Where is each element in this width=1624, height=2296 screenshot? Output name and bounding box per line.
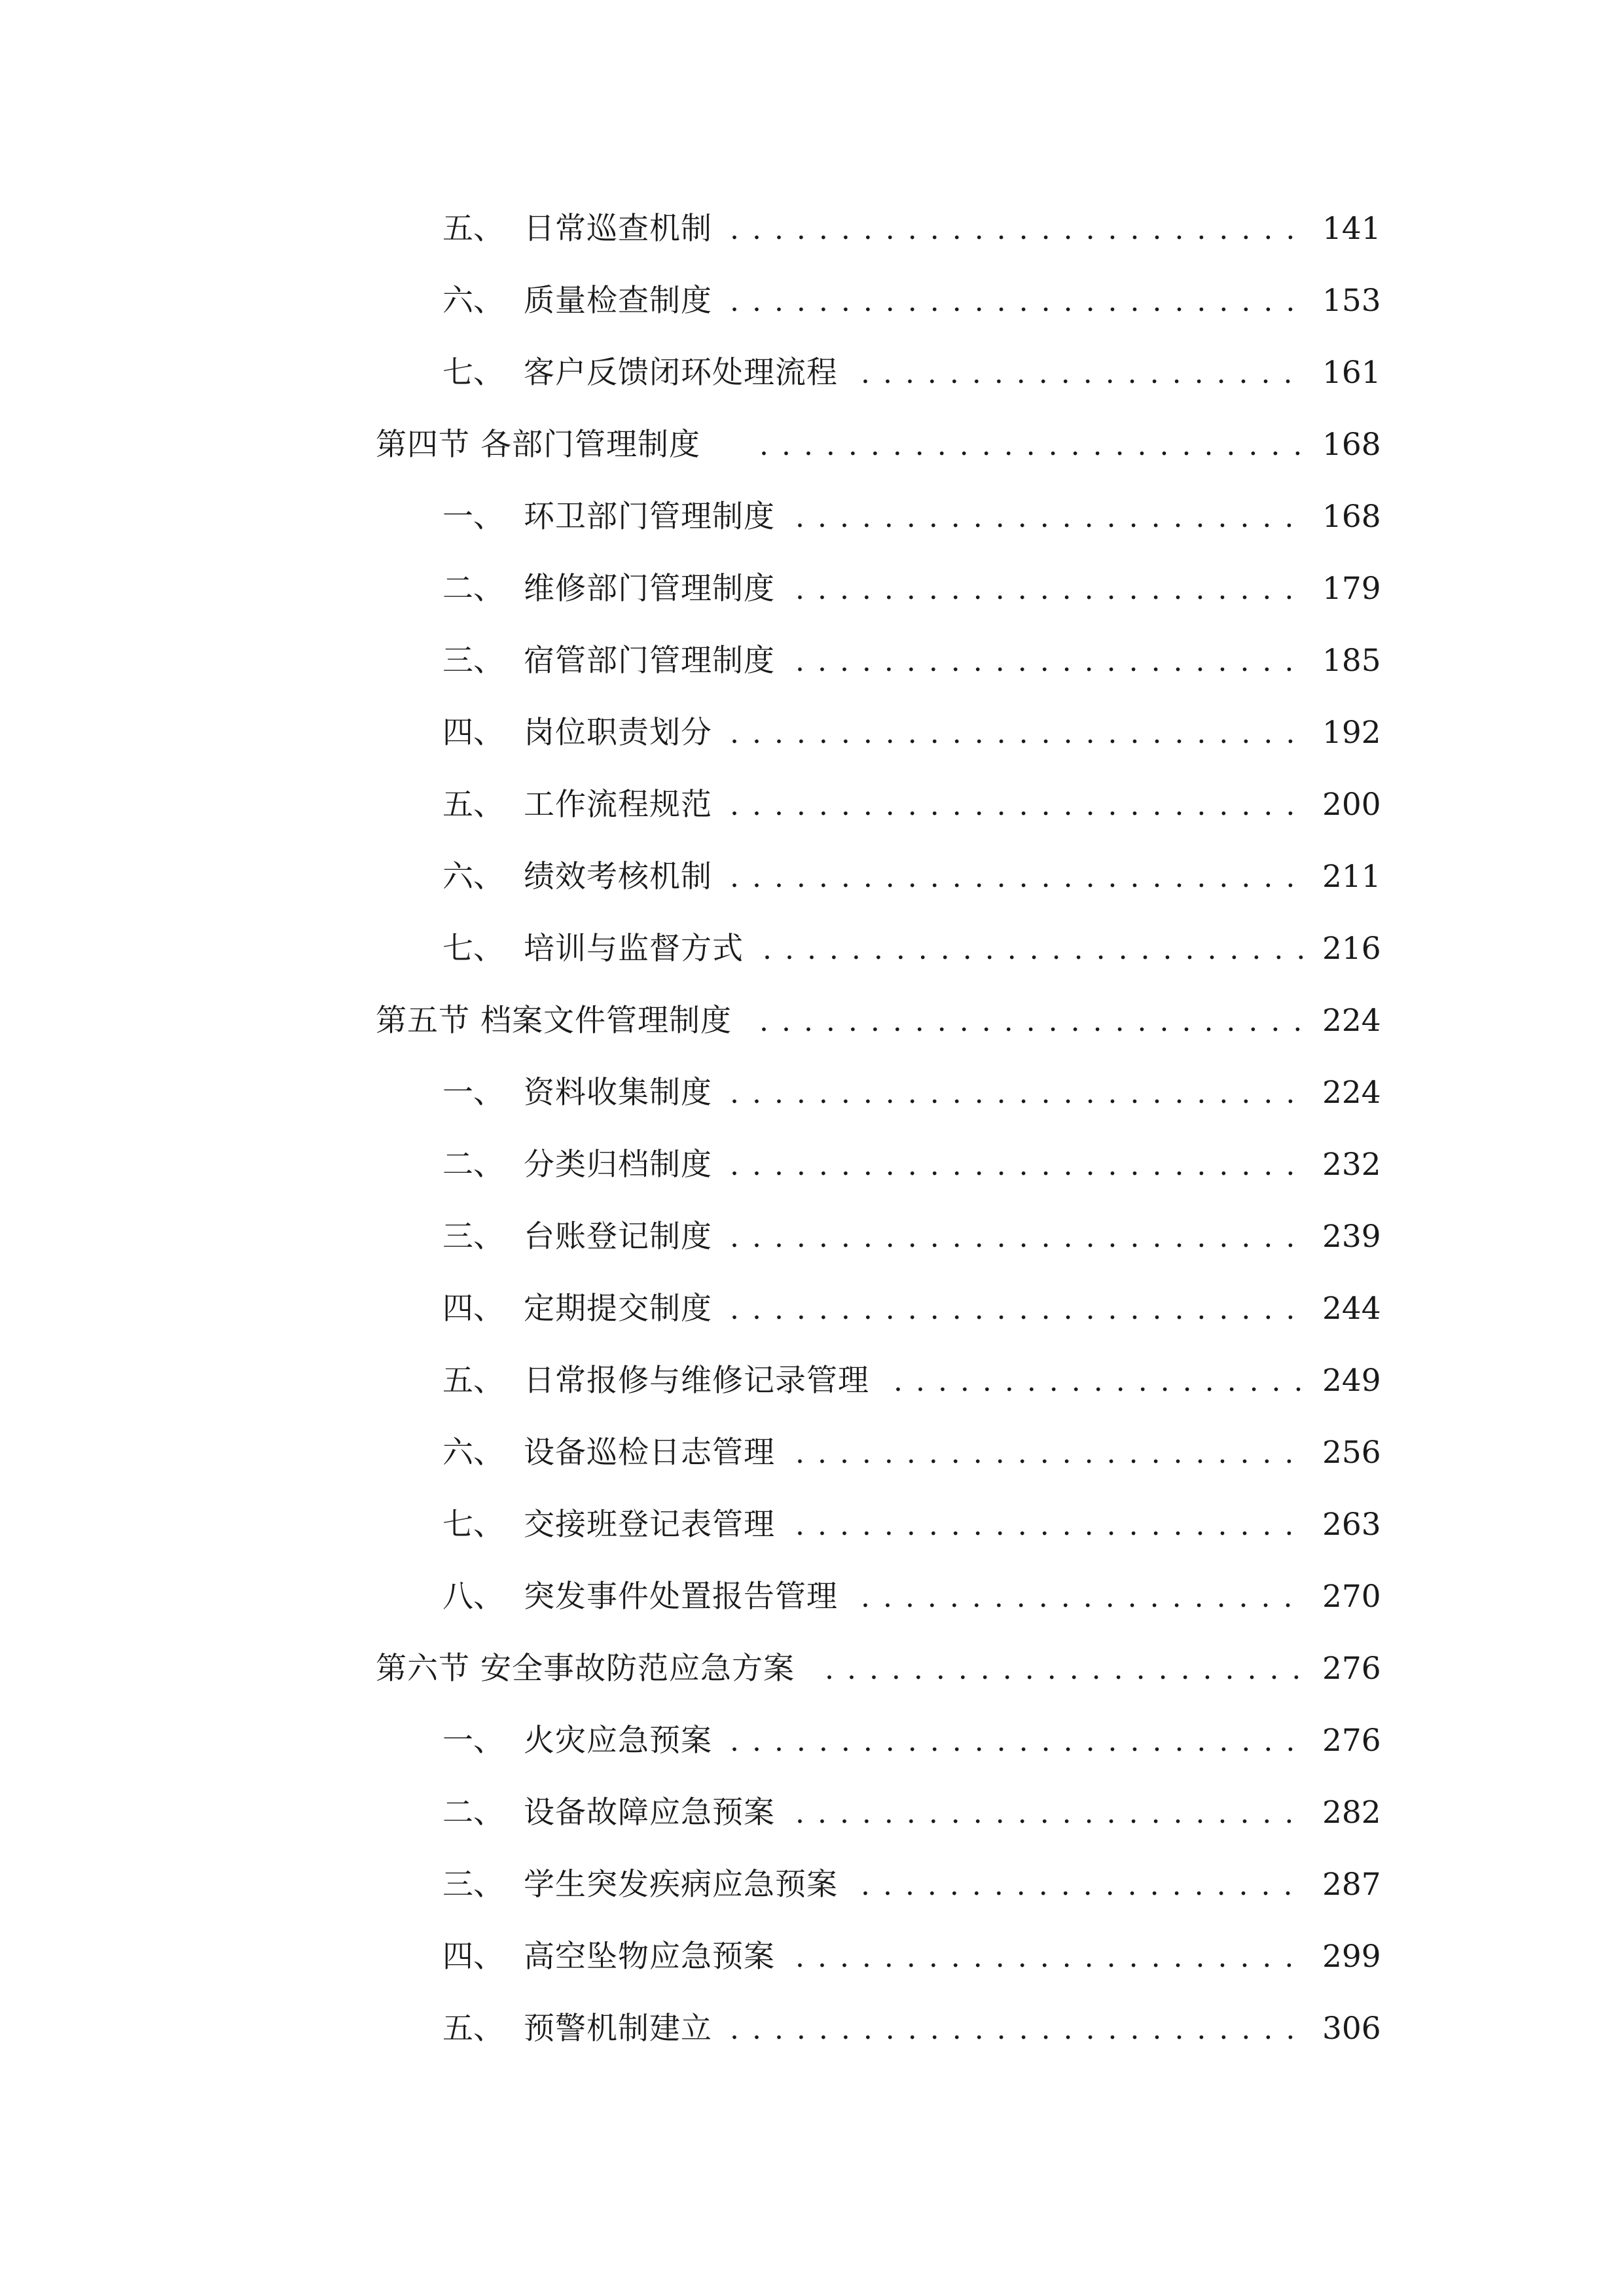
- toc-entry-number: 七、: [442, 355, 504, 391]
- dot-leader: [763, 923, 1303, 975]
- toc-section-entry[interactable]: [0, 419, 1624, 471]
- toc-entry[interactable]: [0, 1499, 1624, 1551]
- toc-entry-page: 270: [1322, 1579, 1381, 1615]
- dot-leader: [730, 1211, 1303, 1263]
- toc-entry-number: 五、: [442, 1363, 504, 1399]
- toc-entry-number: 三、: [442, 1219, 504, 1255]
- toc-section-title: 第四节 各部门管理制度: [376, 427, 700, 463]
- toc-entry-page: 216: [1322, 931, 1381, 967]
- toc-entry[interactable]: [0, 779, 1624, 831]
- dot-leader: [795, 1787, 1303, 1839]
- toc-entry-number: 四、: [442, 715, 504, 751]
- toc-entry-number: 七、: [442, 1507, 504, 1543]
- dot-leader: [795, 1931, 1303, 1983]
- toc-entry-number: 八、: [442, 1579, 504, 1615]
- toc-section-entry[interactable]: [0, 1643, 1624, 1695]
- dot-leader: [861, 347, 1303, 399]
- dot-leader: [730, 203, 1303, 255]
- toc-entry-page: 282: [1322, 1795, 1381, 1831]
- toc-entry-page: 168: [1322, 427, 1381, 463]
- toc-entry[interactable]: [0, 1931, 1624, 1983]
- toc-entry-number: 四、: [442, 1291, 504, 1327]
- toc-entry[interactable]: [0, 563, 1624, 615]
- toc-entry-page: 232: [1322, 1147, 1381, 1183]
- toc-entry-page: 249: [1322, 1363, 1381, 1399]
- toc-entry-page: 200: [1322, 787, 1381, 823]
- toc-entry-title: 日常巡查机制: [524, 211, 712, 247]
- toc-entry[interactable]: [0, 2003, 1624, 2055]
- toc-entry-number: 六、: [442, 283, 504, 319]
- toc-entry-page: 192: [1322, 715, 1381, 751]
- toc-entry-title: 岗位职责划分: [524, 715, 712, 751]
- toc-entry-number: 二、: [442, 571, 504, 607]
- toc-entry-title: 环卫部门管理制度: [524, 499, 775, 535]
- toc-entry-title: 设备故障应急预案: [524, 1795, 775, 1831]
- toc-entry[interactable]: [0, 203, 1624, 255]
- toc-entry-title: 火灾应急预案: [524, 1723, 712, 1759]
- dot-leader: [730, 2003, 1303, 2055]
- toc-entry-page: 153: [1322, 283, 1381, 319]
- toc-entry-number: 二、: [442, 1147, 504, 1183]
- toc-entry-page: 299: [1322, 1939, 1381, 1975]
- toc-entry-title: 绩效考核机制: [524, 859, 712, 895]
- toc-entry-number: 三、: [442, 1867, 504, 1903]
- toc-section-title: 第五节 档案文件管理制度: [376, 1003, 732, 1039]
- toc-entry-number: 六、: [442, 859, 504, 895]
- dot-leader: [730, 851, 1303, 903]
- toc-entry-number: 五、: [442, 787, 504, 823]
- dot-leader: [730, 275, 1303, 327]
- toc-entry-page: 185: [1322, 643, 1381, 679]
- toc-entry-title: 分类归档制度: [524, 1147, 712, 1183]
- dot-leader: [795, 635, 1303, 687]
- toc-entry-title: 客户反馈闭环处理流程: [524, 355, 838, 391]
- toc-entry-page: 141: [1322, 211, 1381, 247]
- toc-entry-page: 263: [1322, 1507, 1381, 1543]
- toc-entry[interactable]: [0, 707, 1624, 759]
- toc-entry-title: 维修部门管理制度: [524, 571, 775, 607]
- dot-leader: [795, 1499, 1303, 1551]
- toc-entry-title: 定期提交制度: [524, 1291, 712, 1327]
- toc-entry-page: 256: [1322, 1435, 1381, 1471]
- toc-entry-number: 一、: [442, 499, 504, 535]
- toc-entry-number: 一、: [442, 1723, 504, 1759]
- toc-entry-page: 224: [1322, 1003, 1381, 1039]
- toc-entry-page: 306: [1322, 2011, 1381, 2047]
- toc-section-title: 第六节 安全事故防范应急方案: [376, 1651, 795, 1687]
- toc-entry[interactable]: [0, 923, 1624, 975]
- toc-entry-page: 244: [1322, 1291, 1381, 1327]
- toc-entry[interactable]: [0, 635, 1624, 687]
- toc-entry-number: 五、: [442, 2011, 504, 2047]
- dot-leader: [861, 1571, 1303, 1623]
- toc-entry-number: 五、: [442, 211, 504, 247]
- toc-entry[interactable]: [0, 851, 1624, 903]
- toc-entry-title: 高空坠物应急预案: [524, 1939, 775, 1975]
- toc-entry-page: 287: [1322, 1867, 1381, 1903]
- toc-entry-number: 二、: [442, 1795, 504, 1831]
- dot-leader: [730, 1715, 1303, 1767]
- toc-entry-page: 179: [1322, 571, 1381, 607]
- toc-entry[interactable]: [0, 1715, 1624, 1767]
- dot-leader: [795, 563, 1303, 615]
- toc-entry-number: 六、: [442, 1435, 504, 1471]
- toc-entry-title: 突发事件处置报告管理: [524, 1579, 838, 1615]
- toc-entry-title: 工作流程规范: [524, 787, 712, 823]
- toc-entry[interactable]: [0, 275, 1624, 327]
- toc-entry-number: 三、: [442, 643, 504, 679]
- dot-leader: [795, 1427, 1303, 1479]
- toc-entry[interactable]: [0, 491, 1624, 543]
- dot-leader: [759, 995, 1303, 1047]
- toc-entry-title: 设备巡检日志管理: [524, 1435, 775, 1471]
- dot-leader: [759, 419, 1303, 471]
- toc-entry-page: 239: [1322, 1219, 1381, 1255]
- toc-entry-number: 四、: [442, 1939, 504, 1975]
- toc-section-entry[interactable]: [0, 995, 1624, 1047]
- toc-entry-title: 预警机制建立: [524, 2011, 712, 2047]
- toc-entry-title: 学生突发疾病应急预案: [524, 1867, 838, 1903]
- dot-leader: [730, 1283, 1303, 1335]
- toc-entry-number: 七、: [442, 931, 504, 967]
- toc-entry-page: 276: [1322, 1651, 1381, 1687]
- dot-leader: [730, 779, 1303, 831]
- toc-entry[interactable]: [0, 1571, 1624, 1623]
- toc-entry-page: 168: [1322, 499, 1381, 535]
- toc-entry[interactable]: [0, 1139, 1624, 1191]
- toc-entry[interactable]: [0, 1067, 1624, 1119]
- dot-leader: [730, 707, 1303, 759]
- toc-entry-title: 质量检查制度: [524, 283, 712, 319]
- dot-leader: [825, 1643, 1303, 1695]
- toc-entry[interactable]: [0, 1427, 1624, 1479]
- toc-entry-number: 一、: [442, 1075, 504, 1111]
- toc-entry-title: 宿管部门管理制度: [524, 643, 775, 679]
- dot-leader: [861, 1859, 1303, 1911]
- toc-entry-title: 交接班登记表管理: [524, 1507, 775, 1543]
- toc-entry[interactable]: [0, 1355, 1624, 1407]
- toc-entry[interactable]: [0, 1211, 1624, 1263]
- toc-entry[interactable]: [0, 1859, 1624, 1911]
- toc-entry-title: 日常报修与维修记录管理: [524, 1363, 869, 1399]
- toc-entry-page: 211: [1322, 859, 1381, 895]
- toc-entry[interactable]: [0, 1787, 1624, 1839]
- toc-entry-page: 161: [1322, 355, 1381, 391]
- dot-leader: [730, 1139, 1303, 1191]
- dot-leader: [730, 1067, 1303, 1119]
- toc-entry-title: 台账登记制度: [524, 1219, 712, 1255]
- toc-entry[interactable]: [0, 1283, 1624, 1335]
- toc-entry-page: 276: [1322, 1723, 1381, 1759]
- dot-leader: [795, 491, 1303, 543]
- toc-entry-title: 资料收集制度: [524, 1075, 712, 1111]
- toc-entry-title: 培训与监督方式: [524, 931, 744, 967]
- dot-leader: [893, 1355, 1303, 1407]
- toc-entry-page: 224: [1322, 1075, 1381, 1111]
- toc-entry[interactable]: [0, 347, 1624, 399]
